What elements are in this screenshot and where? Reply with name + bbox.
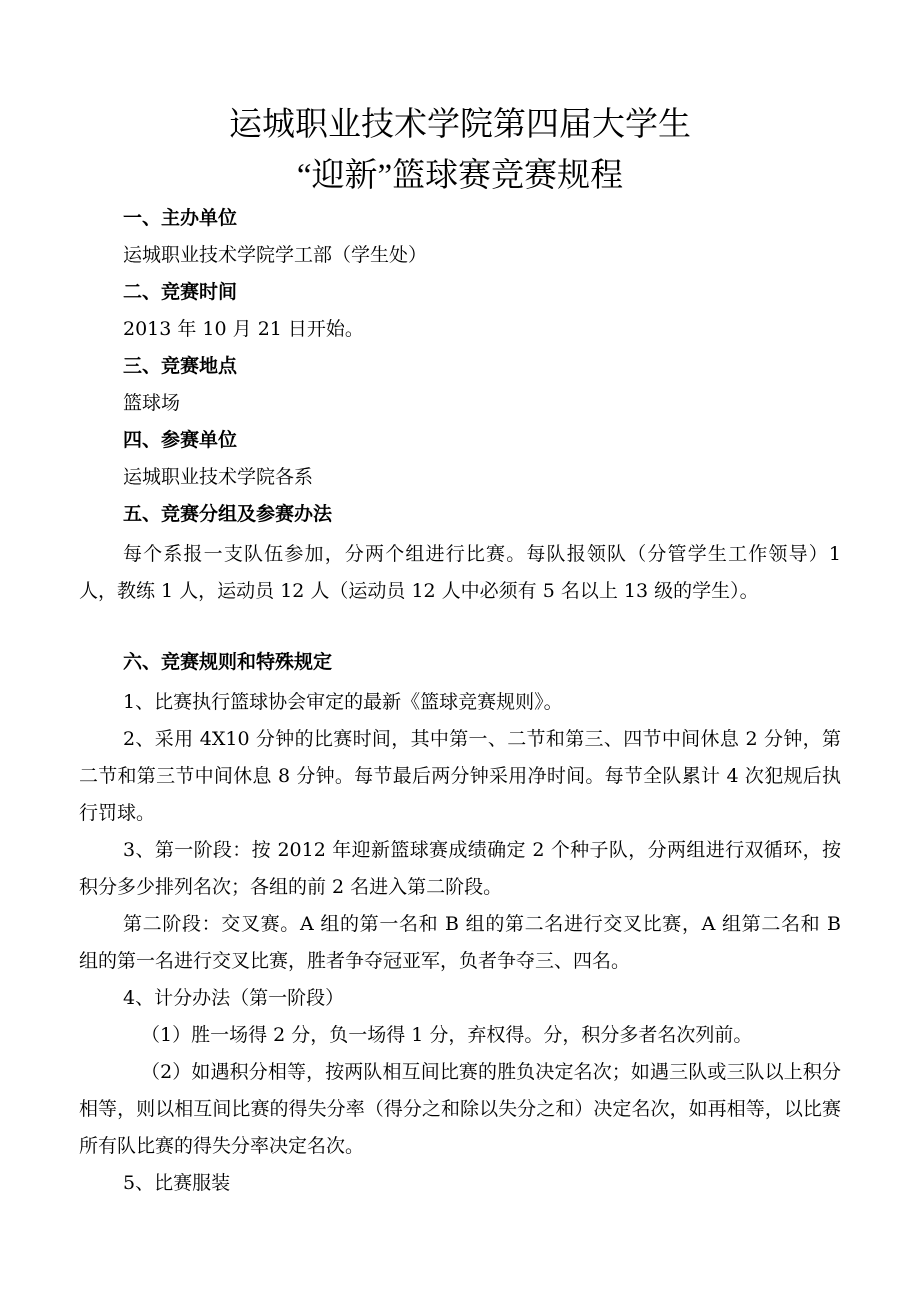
rule-3-stage-two: 第二阶段：交叉赛。A 组的第一名和 B 组的第二名进行交叉比赛，A 组第二名和 B 组的第一名进行交叉比赛，胜者争夺冠亚军，负者争夺三、四名。 <box>79 913 841 972</box>
document-title-line-1: 运城职业技术学院第四届大学生 <box>229 107 691 143</box>
section-body-participants: 运城职业技术学院各系 <box>123 466 314 488</box>
rule-1: 1、比赛执行篮球协会审定的最新《篮球竞赛规则》。 <box>123 691 563 713</box>
rule-4: 4、计分办法（第一阶段） <box>123 987 345 1009</box>
section-body-venue: 篮球场 <box>123 392 181 414</box>
rule-4-item-1: （1）胜一场得 2 分，负一场得 1 分，弃权得。分，积分多者名次列前。 <box>141 1024 753 1046</box>
section-body-grouping: 每个系报一支队伍参加，分两个组进行比赛。每队报领队（分管学生工作领导）1 人，教练 1 人，运动员 12 人（运动员 12 人中必须有 5 名以上 13 级的学生）。 <box>79 543 841 602</box>
section-heading-grouping: 五、竞赛分组及参赛办法 <box>123 503 333 525</box>
rule-3: 3、第一阶段：按 2012 年迎新篮球赛成绩确定 2 个种子队，分两组进行双循环，按积分多少排列名次；各组的前 2 名进入第二阶段。 <box>79 839 841 898</box>
section-heading-rules: 六、竞赛规则和特殊规定 <box>123 651 333 673</box>
section-body-organizer: 运城职业技术学院学工部（学生处） <box>123 244 428 266</box>
section-heading-venue: 三、竞赛地点 <box>123 355 238 377</box>
rule-2: 2、采用 4X10 分钟的比赛时间，其中第一、二节和第三、四节中间休息 2 分钟，第二节和第三节中间休息 8 分钟。每节最后两分钟采用净时间。每节全队累计 4 次犯规后执行罚球。 <box>79 728 841 824</box>
section-heading-time: 二、竞赛时间 <box>123 281 238 303</box>
section-body-time: 2013 年 10 月 21 日开始。 <box>123 318 364 340</box>
rule-4-item-2: （2）如遇积分相等，按两队相互间比赛的胜负决定名次；如遇三队或三队以上积分相等，则以相互间比赛的得失分率（得分之和除以失分之和）决定名次，如再相等，以比赛所有队比赛的得失分率决定名次。 <box>79 1061 841 1157</box>
document-title-line-2: “迎新”篮球赛竞赛规程 <box>296 158 624 194</box>
rule-5: 5、比赛服装 <box>123 1172 231 1194</box>
section-heading-organizer: 一、主办单位 <box>123 207 238 229</box>
section-heading-participants: 四、参赛单位 <box>123 429 238 451</box>
